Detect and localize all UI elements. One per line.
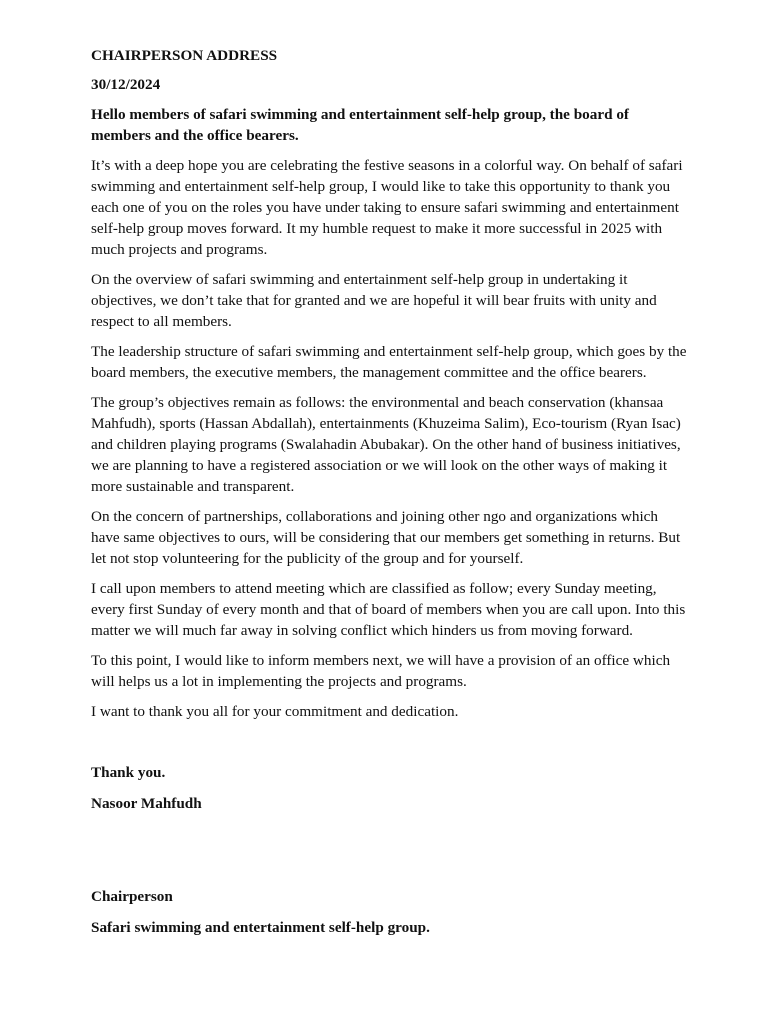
organization-name: Safari swimming and entertainment self-help group. xyxy=(91,919,430,936)
signer-role: Chairperson xyxy=(91,888,173,905)
body-paragraph: On the overview of safari swimming and entertainment self-help group in undertaking it objectives, we don’t take that for granted and we are hopeful it will bear fruits with unity and respect to all members. xyxy=(91,271,657,330)
closing-line: Thank you. xyxy=(91,764,166,781)
body-paragraph: It’s with a deep hope you are celebrating the festive seasons in a colorful way. On behalf of safari swimming and entertainment self-help group, I would like to take this opportunity to thank you each one of you on the roles you have under taking to ensure safari swimming and entertainment self-help group moves forward. It my humble request to make it more successful in 2025 with much projects and programs. xyxy=(91,157,683,258)
body-paragraph: On the concern of partnerships, collaborations and joining other ngo and organizations which have same objectives to ours, will be considering that our members get something in returns. But let not stop volunteering for the publicity of the group and for yourself. xyxy=(91,508,681,567)
body-paragraph: To this point, I would like to inform members next, we will have a provision of an office which will helps us a lot in implementing the projects and programs. xyxy=(91,652,671,690)
body-paragraph: I call upon members to attend meeting which are classified as follow; every Sunday meeting, every first Sunday of every month and that of board of members when you are call upon. Into this matter we will much far away in solving conflict which hinders us from moving forward. xyxy=(91,580,686,639)
body-paragraph: The group’s objectives remain as follows: the environmental and beach conservation (khansaa Mahfudh), sports (Hassan Abdallah), entertainments (Khuzeima Salim), Eco-tourism (Ryan Isac) and children playing programs (Swalahadin Abubakar). On the other hand of business initiatives, we are planning to have a registered association or we will look on the other ways of making it more sustainable and transparent. xyxy=(91,394,681,495)
body-paragraph: I want to thank you all for your commitment and dedication. xyxy=(91,703,459,720)
signer-name: Nasoor Mahfudh xyxy=(91,795,202,812)
document-heading: CHAIRPERSON ADDRESS xyxy=(91,47,278,64)
greeting: Hello members of safari swimming and entertainment self-help group, the board of members and the office bearers. xyxy=(91,106,629,144)
body-paragraph: The leadership structure of safari swimming and entertainment self-help group, which goes by the board members, the executive members, the management committee and the office bearers. xyxy=(91,343,687,381)
letter-page xyxy=(91,45,689,938)
letter-date: 30/12/2024 xyxy=(91,76,161,93)
